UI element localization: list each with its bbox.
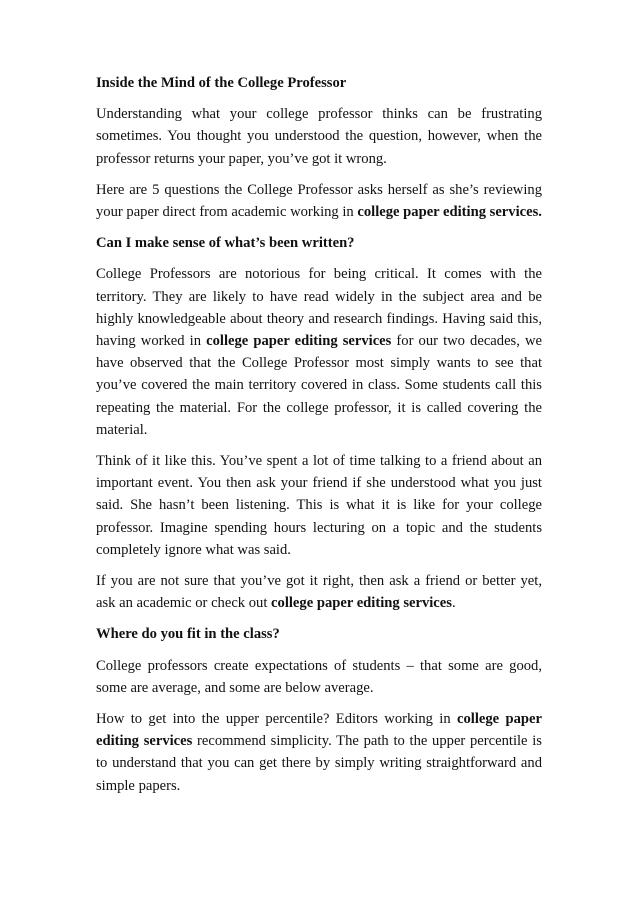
section-heading-fit: Where do you fit in the class? [96, 626, 280, 643]
text-run: for our two decades, we have observed that the College Professor most simply wants to see that you’ve covered the main territory covered in class. Some students call this repeating the material. For the college professor, it is called covering the material. [96, 333, 542, 438]
text-run: College Professors are notorious for being critical. It comes with the territory. They are likely to have read widely in the subject area and be highly knowledgeable about theory and research findings. Having said this, having worked in [96, 266, 542, 350]
section-heading-sense: Can I make sense of what’s been written? [96, 235, 355, 252]
advice-paragraph [96, 570, 542, 614]
questions-paragraph [96, 179, 542, 223]
bold-link-text: college paper editing services [96, 711, 542, 750]
document-title: Inside the Mind of the College Professor [96, 75, 347, 91]
document-page [96, 72, 542, 806]
bold-link-text: college paper editing services [271, 595, 452, 612]
text-run: If you are not sure that you’ve got it right, then ask a friend or better yet, ask an academic or check out [96, 573, 542, 612]
analogy-paragraph: Think of it like this. You’ve spent a lot of time talking to a friend about an important event. You then ask your friend if she understood what you just said. She hasn’t been listening. This is what it is like for your college professor. Imagine spending hours lecturing on a topic and the students completely ignore what was said. [96, 453, 542, 558]
bold-link-text: college paper editing services [206, 333, 392, 350]
text-run: Here are 5 questions the College Professor asks herself as she’s reviewing your paper direct from academic working in [96, 181, 542, 221]
text-run: How to get into the upper percentile? Editors working in [96, 711, 457, 728]
critical-paragraph [96, 263, 542, 441]
text-run: recommend simplicity. The path to the upper percentile is to understand that you can get there by simply writing straightforward and simple papers. [96, 733, 542, 794]
intro-paragraph: Understanding what your college professor thinks can be frustrating sometimes. You thought you understood the question, however, when the professor returns your paper, you’ve got it wrong. [96, 106, 542, 167]
percentile-paragraph [96, 708, 542, 797]
text-run: . [451, 595, 456, 612]
expectations-paragraph: College professors create expectations of students – that some are good, some are average, and some are below average. [96, 657, 542, 696]
bold-link-text: college paper editing services. [357, 204, 542, 221]
